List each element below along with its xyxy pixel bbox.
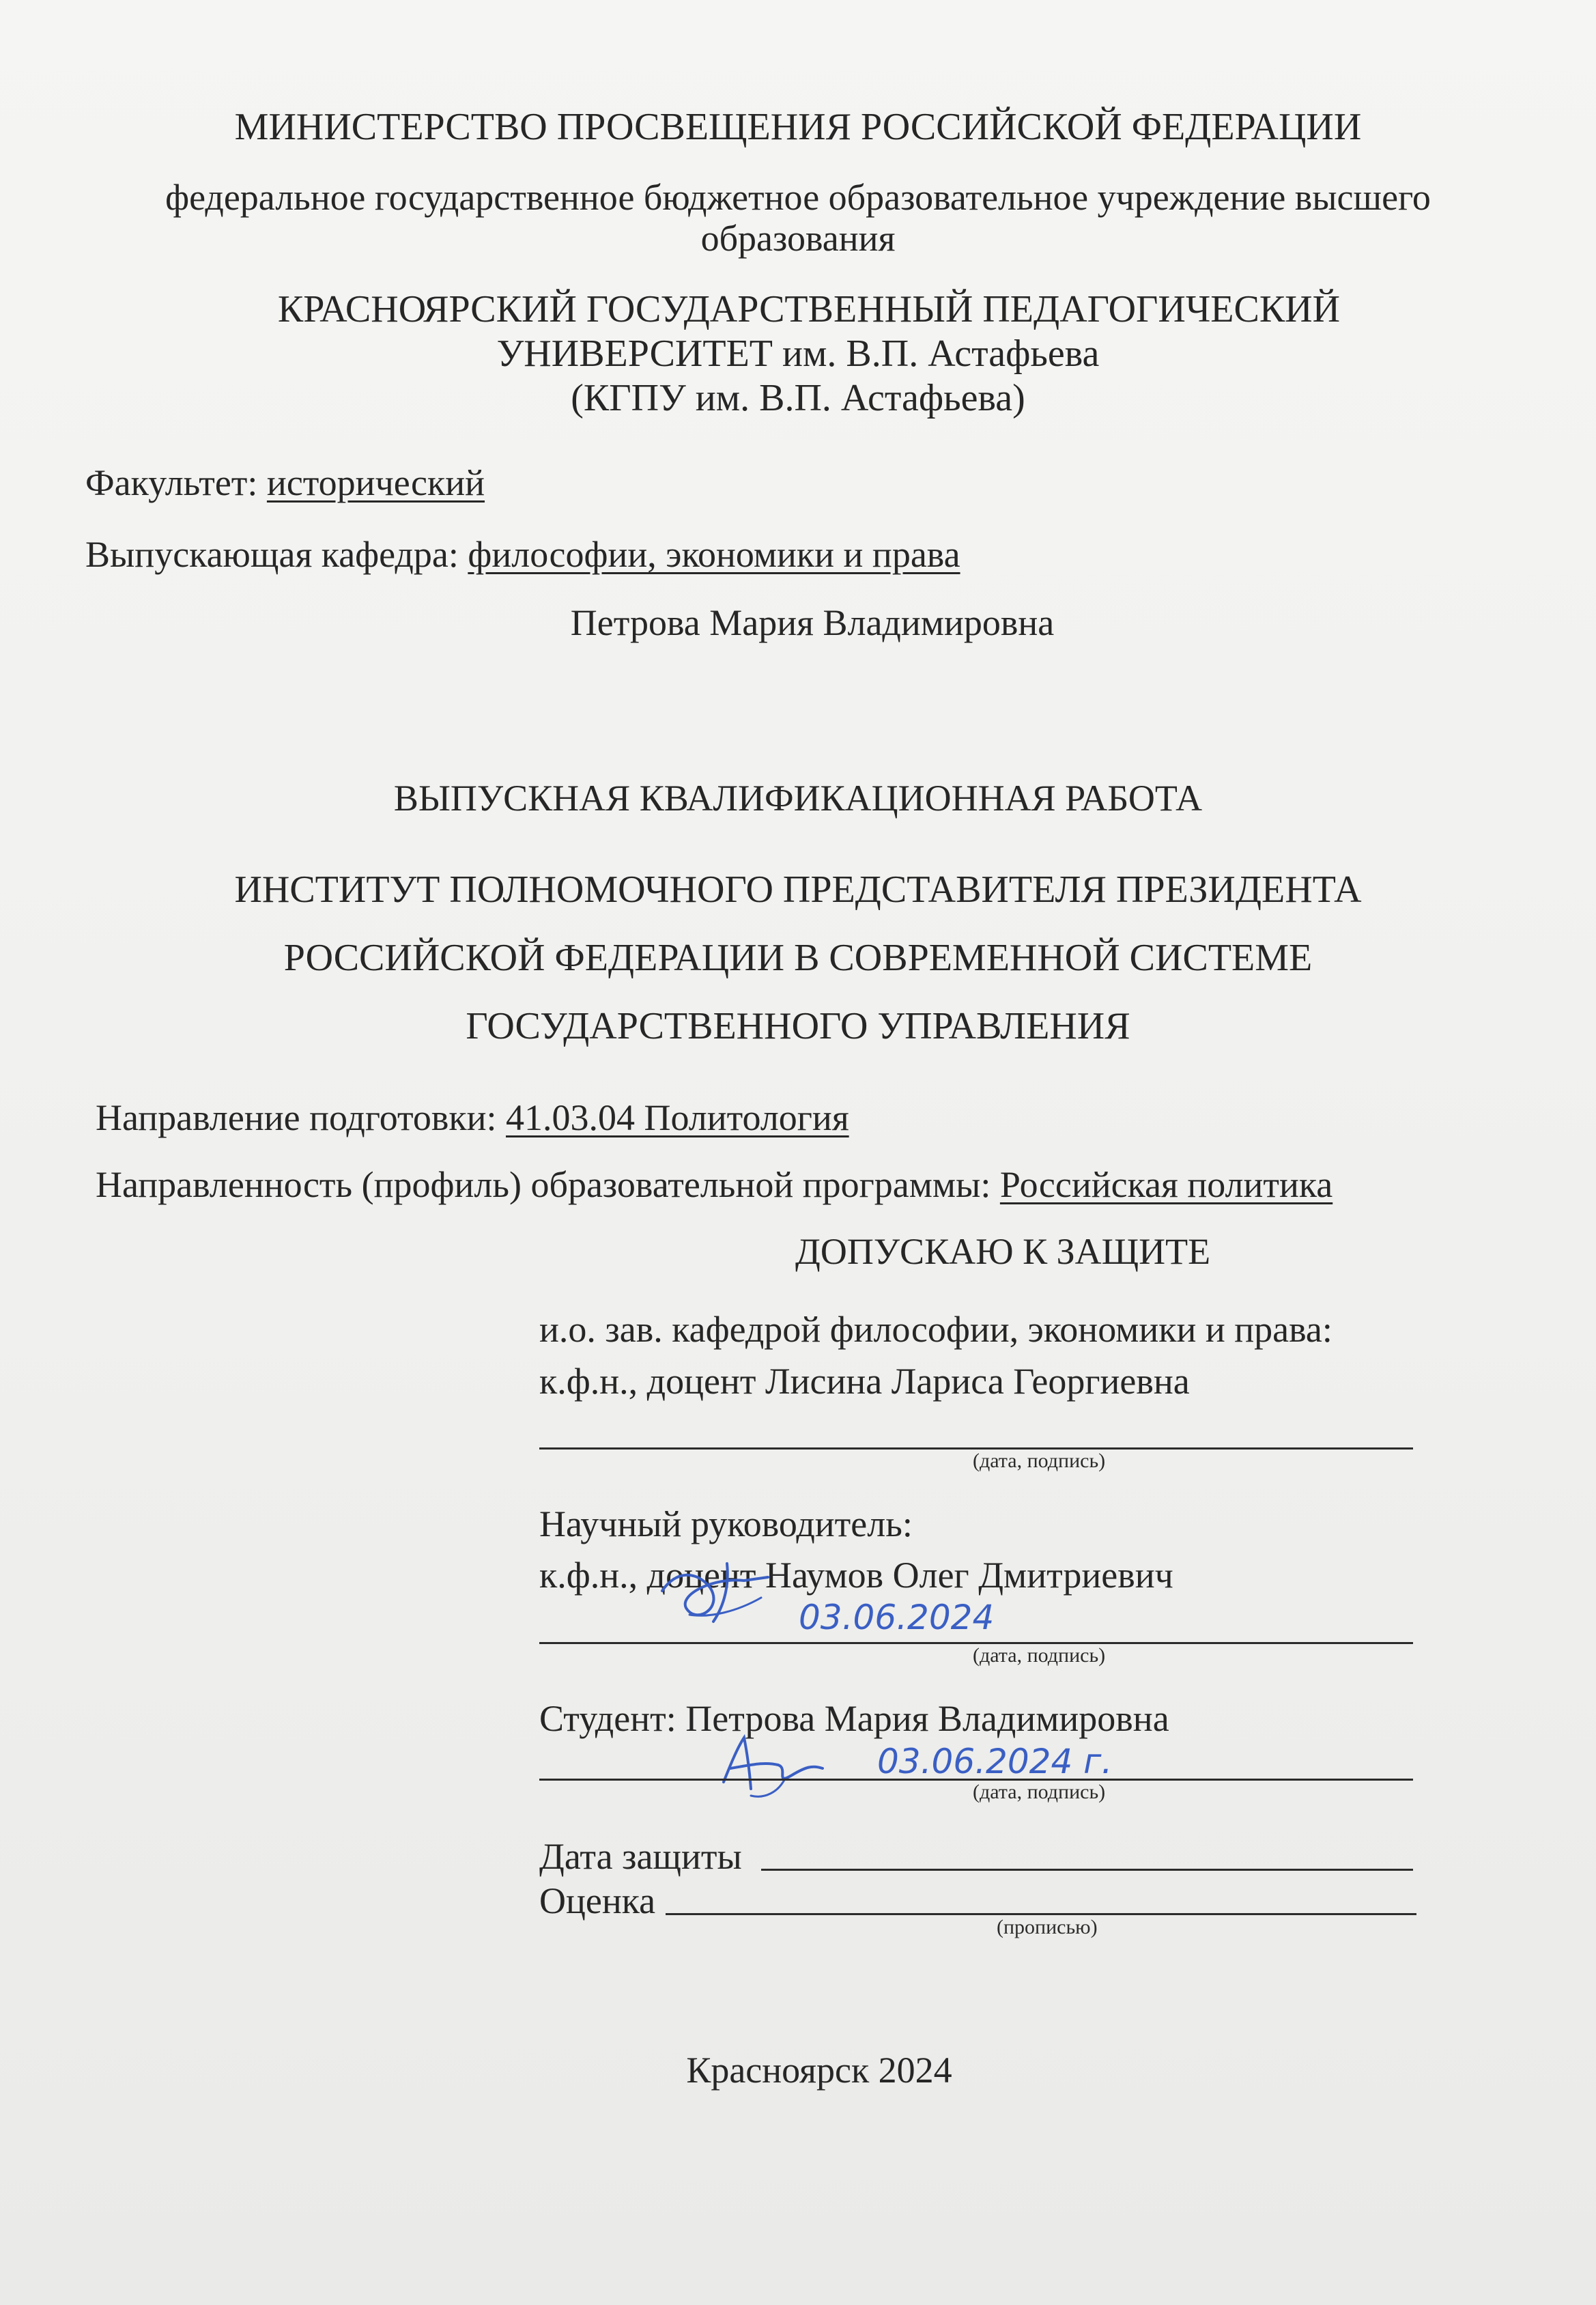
defense-date-line [761,1869,1413,1871]
grade-label: Оценка [539,1880,656,1921]
student-line: Студент: Петрова Мария Владимировна [539,1698,1169,1739]
direction-row [96,1099,849,1136]
faculty-row [85,464,485,501]
student-signature-icon [710,1727,846,1802]
institution-line-2: образования [700,218,896,259]
student-signature-hint: (дата, подпись) [973,1781,1106,1803]
institution-line-1: федеральное государственное бюджетное образовательное учреждение высшего [165,177,1431,218]
head-of-department-title: и.о. зав. кафедрой философии, экономики и права: [539,1309,1333,1350]
grade-line [666,1913,1416,1915]
supervisor-label: Научный руководитель: [539,1503,913,1544]
defense-date-label: Дата защиты [539,1836,742,1877]
university-line-3: (КГПУ им. В.П. Астафьева) [571,377,1025,419]
profile-value: Российская политика [999,1164,1333,1205]
head-signature-hint: (дата, подпись) [973,1450,1106,1472]
department-row [85,536,960,573]
supervisor-handwritten-date: 03.06.2024 [799,1598,995,1637]
author-name: Петрова Мария Владимировна [570,602,1055,643]
head-of-department-name: к.ф.н., доцент Лисина Лариса Георгиевна [539,1361,1190,1402]
city-year: Красноярск 2024 [686,2050,952,2091]
approval-heading: ДОПУСКАЮ К ЗАЩИТЕ [795,1231,1211,1272]
work-type: ВЫПУСКНАЯ КВАЛИФИКАЦИОННАЯ РАБОТА [393,778,1203,819]
profile-row [96,1166,1333,1203]
student-handwritten-date: 03.06.2024 г. [877,1742,1113,1781]
direction-value: 41.03.04 Политология [506,1097,849,1138]
supervisor-signature-hint: (дата, подпись) [973,1644,1106,1667]
department-value: философии, экономики и права [468,534,960,575]
department-label: Выпускающая кафедра: [85,534,459,575]
supervisor-name: к.ф.н., доцент Наумов Олег Дмитриевич [539,1555,1173,1596]
grade-hint: (прописью) [997,1916,1098,1938]
profile-label: Направленность (профиль) образовательной программы: [96,1164,991,1205]
ministry-name: МИНИСТЕРСТВО ПРОСВЕЩЕНИЯ РОССИЙСКОЙ ФЕДЕРАЦИИ [234,106,1362,148]
faculty-value: исторический [266,462,485,503]
thesis-title-line-1: ИНСТИТУТ ПОЛНОМОЧНОГО ПРЕДСТАВИТЕЛЯ ПРЕЗИДЕНТА [234,868,1362,911]
direction-label: Направление подготовки: [96,1097,497,1138]
university-line-2: УНИВЕРСИТЕТ им. В.П. Астафьева [496,333,1100,375]
thesis-title-line-2: РОССИЙСКОЙ ФЕДЕРАЦИИ В СОВРЕМЕННОЙ СИСТЕМЕ [283,937,1313,979]
university-line-1: КРАСНОЯРСКИЙ ГОСУДАРСТВЕННЫЙ ПЕДАГОГИЧЕСКИЙ [277,288,1341,330]
faculty-label: Факультет: [85,462,258,503]
thesis-title-line-3: ГОСУДАРСТВЕННОГО УПРАВЛЕНИЯ [466,1005,1130,1047]
